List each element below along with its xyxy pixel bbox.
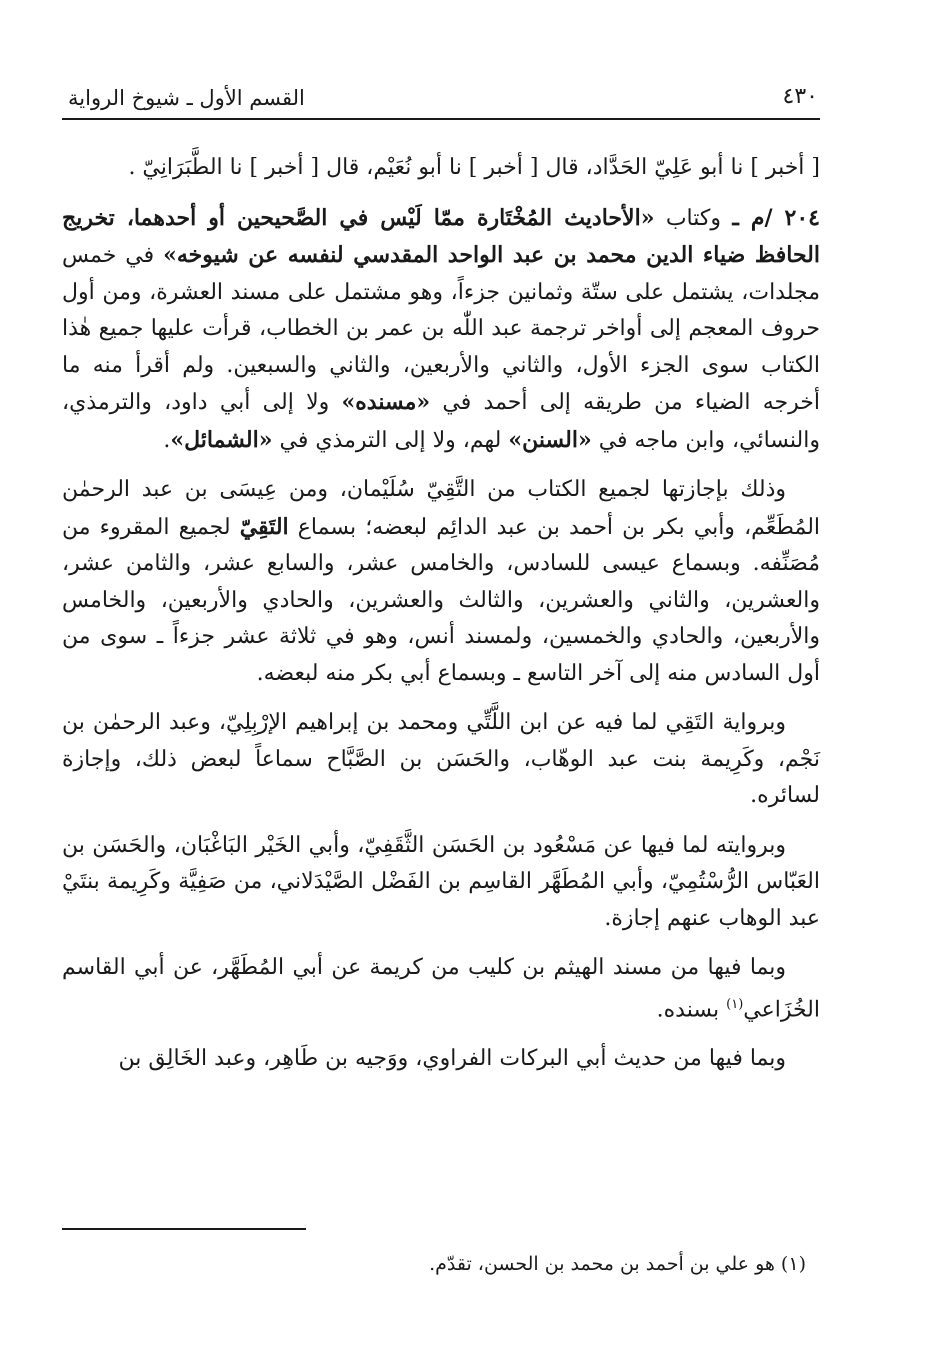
- page-number: ٤٣٠: [782, 84, 818, 109]
- paragraph-3: [62, 472, 820, 692]
- footnote: (١) هو علي بن أحمد بن محمد بن الحسن، تقدّم.: [429, 1253, 806, 1275]
- paragraph-1: [ أخبر ] نا أبو عَلِيّ الحَدَّاد، قال [ أخبر ] نا أبو نُعَيْم، قال [ أخبر ] نا الطَّبَرَانِيّ .: [128, 155, 820, 180]
- entry-text-d: لهم، ولا إلى الترمذي في: [279, 427, 502, 453]
- paragraph-6-text-b: بسنده.: [656, 996, 720, 1022]
- entry-text-c: ولا إلى أبي داود، والترمذي، والنسائي، وابن ماجه في: [62, 390, 820, 453]
- entry-text-b: في خمس مجلدات، يشتمل على ستّة وثمانين جزءاً، وهو مشتمل على مسند العشرة، ومن أول حروف المعجم إلى أواخر ترجمة عبد اللّٰه بن عمر بن الخطاب، قرأت عليها جميع هٰذا الكتاب سوى الجزء الأول، والثاني والأربعين، والثاني والسبعين. ولم أقرأ منه ما أخرجه الضياء من طريقه إلى أحمد في: [62, 243, 821, 415]
- paragraph-5: وبروايته لما فيها عن مَسْعُود بن الحَسَن الثَّقَفِيّ، وأبي الخَيْر البَاغْبَان، والحَسَن بن العَبّاس الرُّسْتُمِيّ، وأبي المُطَهَّر القاسِم بن الفَضْل الصَّيْدَلاني، من صَفِيَّة وكَرِيمة بنتَيْ عبد الوهاب عنهم إجازة.: [62, 832, 820, 931]
- paragraph-7: وبما فيها من حديث أبي البركات الفراوي، ووَجيه بن طَاهِر، وعبد الخَالِق بن: [118, 1046, 786, 1072]
- entry-number: ٢٠٤ /م ـ: [732, 204, 820, 231]
- body-text: [62, 150, 820, 1078]
- paragraph-6: [62, 950, 820, 1028]
- paragraph-4: وبرواية التَقِي لما فيه عن ابن اللَّتِّي ومحمد بن إبراهيم الإرْبِلِيّ، وعبد الرحمٰن بن نَجْم، وكَرِيمة بنت عبد الوهّاب، والحَسَن بن الصَّبَّاح سماعاً لبعض ذلك، وإجازة لسائره.: [62, 710, 820, 808]
- musnad-title: «مسنده»: [341, 389, 431, 415]
- taqi-name: التَقِيّ: [239, 513, 289, 540]
- book-title: «الأحاديث المُخْتَارة ممّا لَيْس في الصَّحيحين أو أحدهما، تخريج الحافظ ضياء الدين محمد بن عبد الواحد المقدسي لنفسه عن شيوخه»: [62, 204, 820, 268]
- paragraph-3-text-b: لجميع المقروء من مُصَنِّفه. وبسماع عيسى للسادس، والخامس عشر، والسابع عشر، والثامن عشر، والعشرين، والثاني والعشرين، والثالث والعشرين، والحادي والأربعين، والخامس والأربعين، والحادي والخمسين، ولمسند أنس، وهو في ثلاثة عشر جزءاً ـ سوى من أول السادس منه إلى آخر التاسع ـ وبسماع أبي بكر منه لبعضه.: [62, 514, 820, 686]
- paragraph-3-text-a: وذلك بإجازتها لجميع الكتاب من التَّقِيّ سُلَيْمان، ومن عِيسَى بن عبد الرحمٰن المُطَعِّم، وأبي بكر بن أحمد بن عبد الدائِم لبعضه؛ بسماع: [62, 477, 821, 540]
- paragraph-entry-204: [62, 200, 820, 460]
- sunan-title: «السنن»: [508, 426, 592, 453]
- footnote-separator: [62, 1228, 306, 1230]
- entry-text-e: .: [163, 427, 171, 453]
- footnote-ref: (١): [726, 996, 744, 1012]
- paragraph-6-text-a: وبما فيها من مسند الهيثم بن كليب من كريمة عن أبي المُطَهَّر، عن أبي القاسم الخُزَاعي: [62, 955, 820, 1022]
- entry-text-a: وكتاب: [665, 205, 721, 231]
- running-header: [62, 78, 820, 120]
- header-title: القسم الأول ـ شيوخ الرواية: [68, 86, 305, 110]
- shamail-title: «الشمائل»: [170, 426, 273, 453]
- book-page: [62, 78, 820, 1318]
